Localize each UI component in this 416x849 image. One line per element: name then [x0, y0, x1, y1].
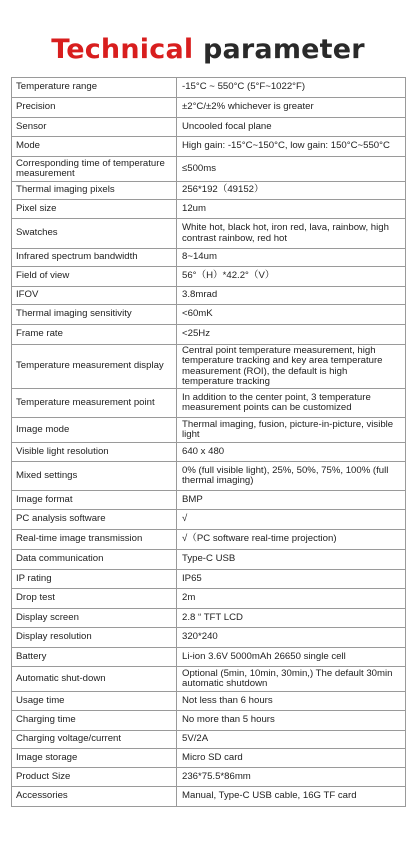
spec-row [12, 550, 406, 570]
spec-row [12, 182, 406, 200]
spec-label: Swatches [12, 219, 177, 249]
spec-row [12, 219, 406, 249]
spec-value: Manual, Type-C USB cable, 16G TF card [177, 787, 406, 807]
spec-label: Battery [12, 648, 177, 667]
spec-row [12, 325, 406, 345]
spec-label: Visible light resolution [12, 443, 177, 462]
spec-table-body [12, 78, 406, 807]
spec-value: 3.8mrad [177, 287, 406, 305]
spec-value: No more than 5 hours [177, 711, 406, 731]
spec-label: Display resolution [12, 628, 177, 648]
spec-label: Charging time [12, 711, 177, 731]
spec-row [12, 305, 406, 325]
spec-row [12, 267, 406, 287]
spec-value: 2m [177, 589, 406, 609]
spec-row [12, 768, 406, 787]
spec-label: Usage time [12, 692, 177, 711]
spec-label: Charging voltage/current [12, 731, 177, 749]
spec-row [12, 711, 406, 731]
spec-label: Accessories [12, 787, 177, 807]
spec-value: In addition to the center point, 3 temperature measurement points can be customized [177, 389, 406, 418]
spec-label: Image mode [12, 418, 177, 443]
spec-value: <60mK [177, 305, 406, 325]
spec-row [12, 200, 406, 219]
spec-row [12, 589, 406, 609]
title-technical: Technical [51, 34, 194, 65]
spec-label: Automatic shut-down [12, 667, 177, 692]
spec-value: 5V/2A [177, 731, 406, 749]
spec-row [12, 287, 406, 305]
spec-label: Thermal imaging sensitivity [12, 305, 177, 325]
spec-row [12, 389, 406, 418]
spec-label: Drop test [12, 589, 177, 609]
spec-label: Real-time image transmission [12, 530, 177, 550]
spec-value: High gain: -15°C~150°C, low gain: 150°C~550°C [177, 137, 406, 157]
spec-row [12, 418, 406, 443]
spec-label: Data communication [12, 550, 177, 570]
spec-row [12, 249, 406, 267]
spec-value: 0% (full visible light), 25%, 50%, 75%, 100% (full thermal imaging) [177, 462, 406, 491]
spec-value: Uncooled focal plane [177, 118, 406, 137]
spec-value: 2.8 “ TFT LCD [177, 609, 406, 628]
spec-row [12, 118, 406, 137]
spec-label: Corresponding time of temperature measurement [12, 157, 177, 182]
spec-label: Mixed settings [12, 462, 177, 491]
spec-value: 8~14um [177, 249, 406, 267]
spec-label: PC analysis software [12, 510, 177, 530]
spec-value: 256*192（49152） [177, 182, 406, 200]
spec-value: ±2°C/±2% whichever is greater [177, 98, 406, 118]
spec-value: Type-C USB [177, 550, 406, 570]
spec-label: Temperature measurement point [12, 389, 177, 418]
spec-row [12, 731, 406, 749]
spec-label: Precision [12, 98, 177, 118]
spec-label: Pixel size [12, 200, 177, 219]
spec-value: √（PC software real-time projection) [177, 530, 406, 550]
spec-label: Product Size [12, 768, 177, 787]
spec-label: Field of view [12, 267, 177, 287]
spec-row [12, 628, 406, 648]
spec-row [12, 787, 406, 807]
spec-row [12, 491, 406, 510]
spec-value: <25Hz [177, 325, 406, 345]
spec-value: ≤500ms [177, 157, 406, 182]
spec-value: 56°（H）*42.2°（V） [177, 267, 406, 287]
spec-value: Optional (5min, 10min, 30min,) The default 30min automatic shutdown [177, 667, 406, 692]
spec-row [12, 692, 406, 711]
spec-value: 320*240 [177, 628, 406, 648]
spec-value: Central point temperature measurement, high temperature tracking and key area temperature measurement (ROI), the default is high temperature tracking [177, 345, 406, 389]
spec-row [12, 443, 406, 462]
spec-value: Thermal imaging, fusion, picture-in-picture, visible light [177, 418, 406, 443]
spec-row [12, 609, 406, 628]
spec-row [12, 78, 406, 98]
spec-row [12, 530, 406, 550]
spec-value: -15°C ~ 550°C (5°F~1022°F) [177, 78, 406, 98]
title-parameter: parameter [202, 34, 365, 65]
spec-row [12, 98, 406, 118]
spec-row [12, 667, 406, 692]
spec-row [12, 510, 406, 530]
spec-value: 236*75.5*86mm [177, 768, 406, 787]
spec-label: Temperature measurement display [12, 345, 177, 389]
spec-value: Not less than 6 hours [177, 692, 406, 711]
spec-row [12, 157, 406, 182]
spec-label: Image storage [12, 749, 177, 768]
spec-row [12, 345, 406, 389]
spec-value: 12um [177, 200, 406, 219]
spec-value: Li-ion 3.6V 5000mAh 26650 single cell [177, 648, 406, 667]
spec-label: Thermal imaging pixels [12, 182, 177, 200]
spec-label: Sensor [12, 118, 177, 137]
spec-row [12, 462, 406, 491]
spec-row [12, 570, 406, 589]
spec-label: Mode [12, 137, 177, 157]
spec-row [12, 749, 406, 768]
spec-label: Temperature range [12, 78, 177, 98]
spec-value: IP65 [177, 570, 406, 589]
spec-value: BMP [177, 491, 406, 510]
spec-label: Frame rate [12, 325, 177, 345]
spec-label: Image format [12, 491, 177, 510]
spec-value: Micro SD card [177, 749, 406, 768]
spec-label: IFOV [12, 287, 177, 305]
spec-value: White hot, black hot, iron red, lava, rainbow, high contrast rainbow, red hot [177, 219, 406, 249]
spec-label: IP rating [12, 570, 177, 589]
page-title [0, 34, 416, 65]
spec-value: 640 x 480 [177, 443, 406, 462]
spec-label: Display screen [12, 609, 177, 628]
spec-value: √ [177, 510, 406, 530]
spec-row [12, 648, 406, 667]
spec-table [11, 77, 406, 807]
spec-row [12, 137, 406, 157]
spec-label: Infrared spectrum bandwidth [12, 249, 177, 267]
